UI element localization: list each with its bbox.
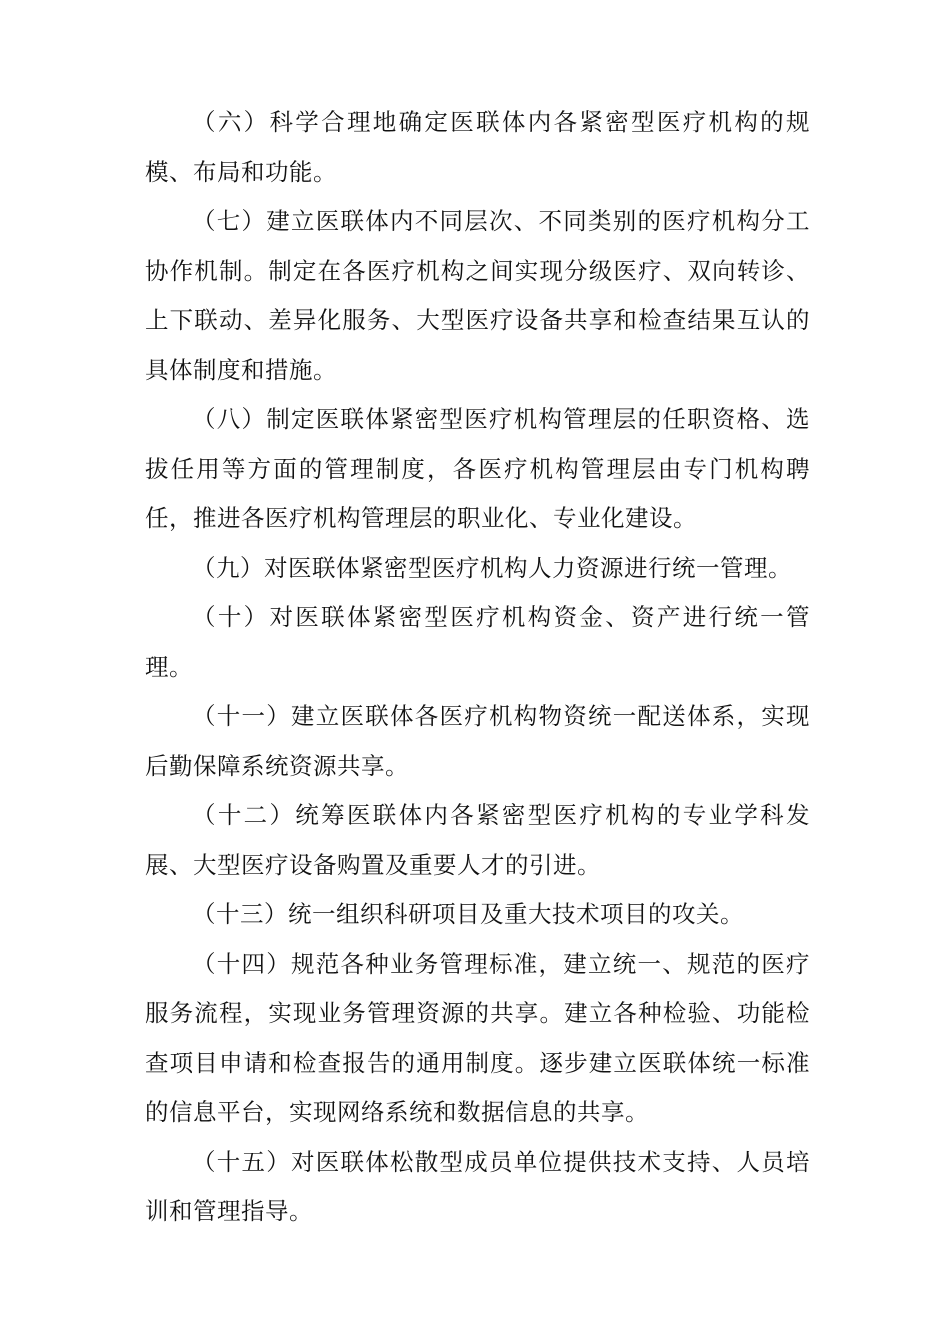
paragraph-item-6: （六）科学合理地确定医联体内各紧密型医疗机构的规模、布局和功能。 [145,108,810,186]
document-body [145,98,810,1237]
paragraph-item-10: （十）对医联体紧密型医疗机构资金、资产进行统一管理。 [145,603,810,681]
paragraph-item-13: （十三）统一组织科研项目及重大技术项目的攻关。 [192,900,744,928]
paragraph-item-14: （十四）规范各种业务管理标准，建立统一、规范的医疗服务流程，实现业务管理资源的共享。建立各种检验、功能检查项目申请和检查报告的通用制度。逐步建立医联体统一标准的信息平台，实现网络系统和数据信息的共享。 [145,949,810,1126]
paragraph-item-15: （十五）对医联体松散型成员单位提供技术支持、人员培训和管理指导。 [145,1147,810,1225]
paragraph-item-12: （十二）统筹医联体内各紧密型医疗机构的专业学科发展、大型医疗设备购置及重要人才的引进。 [145,801,810,879]
paragraph-item-8: （八）制定医联体紧密型医疗机构管理层的任职资格、选拔任用等方面的管理制度，各医疗机构管理层由专门机构聘任，推进各医疗机构管理层的职业化、专业化建设。 [145,405,810,532]
paragraph-item-9: （九）对医联体紧密型医疗机构人力资源进行统一管理。 [192,553,792,582]
paragraph-item-7: （七）建立医联体内不同层次、不同类别的医疗机构分工协作机制。制定在各医疗机构之间实现分级医疗、双向转诊、上下联动、差异化服务、大型医疗设备共享和检查结果互认的具体制度和措施。 [145,207,810,384]
paragraph-item-11: （十一）建立医联体各医疗机构物资统一配送体系，实现后勤保障系统资源共享。 [145,702,810,780]
